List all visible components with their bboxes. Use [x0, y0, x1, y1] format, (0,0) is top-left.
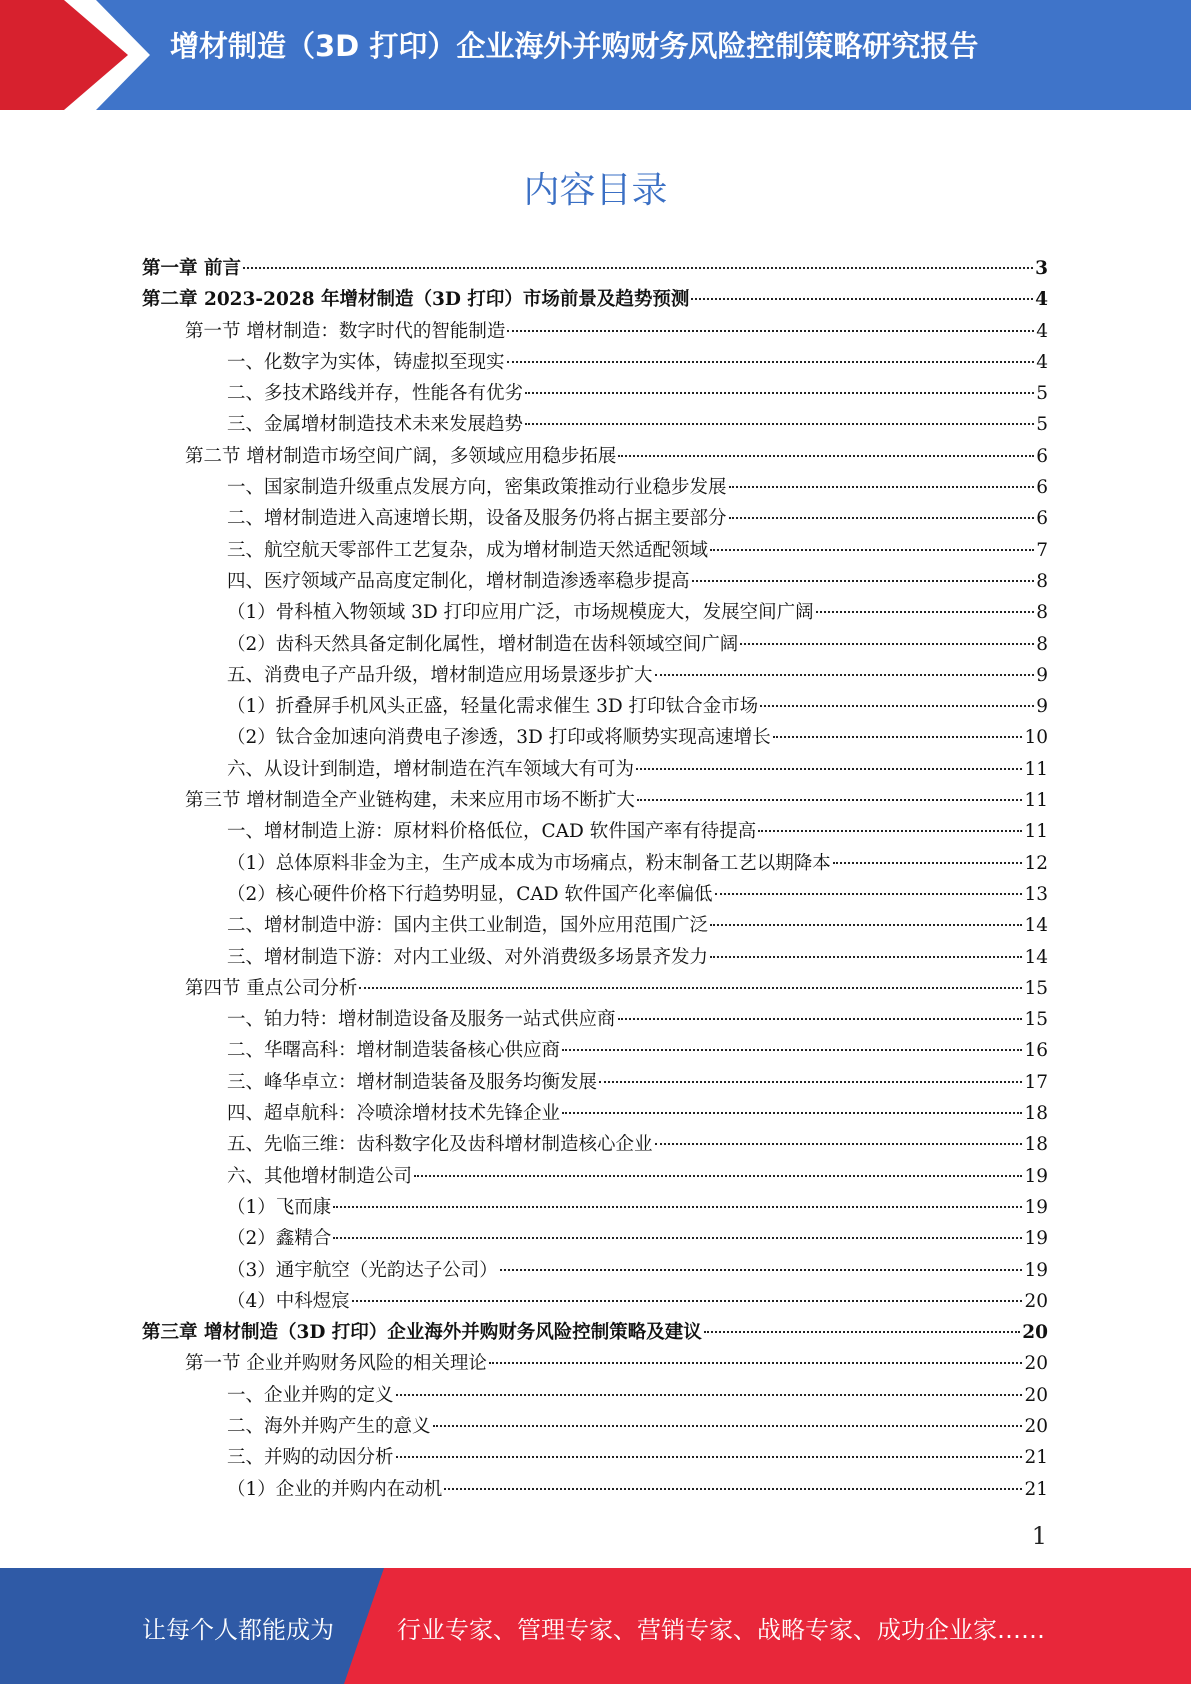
toc-entry[interactable] — [142, 597, 1048, 628]
toc-entry-page: 9 — [1036, 664, 1048, 686]
toc-dot-leader — [414, 1175, 1022, 1177]
toc-entry[interactable] — [142, 848, 1048, 879]
toc-dot-leader — [729, 517, 1035, 519]
toc-dot-leader — [710, 549, 1034, 551]
toc-entry[interactable] — [142, 503, 1048, 534]
toc-entry-page: 12 — [1024, 852, 1048, 874]
toc-dot-leader — [359, 987, 1022, 989]
toc-entry[interactable] — [142, 316, 1048, 347]
toc-entry-page: 16 — [1024, 1040, 1048, 1062]
toc-entry-page: 8 — [1036, 602, 1048, 624]
toc-entry-title: 四、超卓航科：冷喷涂增材技术先锋企业 — [227, 1103, 561, 1125]
toc-entry-page: 8 — [1036, 570, 1048, 592]
toc-entry[interactable] — [142, 1129, 1048, 1160]
toc-entry-title: 第一节 增材制造：数字时代的智能制造 — [185, 320, 506, 342]
toc-heading: 内容目录 — [523, 170, 668, 211]
toc-dot-leader — [758, 830, 1022, 832]
footer-slogan-right: 行业专家、管理专家、营销专家、战略专家、成功企业家…… — [397, 1616, 1045, 1644]
toc-dot-leader — [833, 862, 1023, 864]
toc-dot-leader — [760, 705, 1034, 707]
toc-entry-title: （3）通宇航空（光韵达子公司） — [227, 1259, 498, 1281]
toc-entry[interactable] — [142, 347, 1048, 378]
toc-entry[interactable] — [142, 1348, 1048, 1379]
toc-entry-title: 二、海外并购产生的意义 — [227, 1415, 431, 1437]
toc-entry-title: 二、增材制造进入高速增长期，设备及服务仍将占据主要部分 — [227, 508, 727, 530]
toc-entry[interactable] — [142, 472, 1048, 503]
toc-entry-page: 20 — [1022, 1322, 1048, 1344]
toc-entry-page: 18 — [1024, 1103, 1048, 1125]
toc-entry-title: （2）齿科天然具备定制化属性，增材制造在齿科领域空间广阔 — [227, 633, 739, 655]
toc-entry-title: （1）总体原料非金为主，生产成本成为市场痛点，粉末制备工艺以期降本 — [227, 852, 831, 874]
toc-entry[interactable] — [142, 722, 1048, 753]
toc-dot-leader — [710, 924, 1022, 926]
toc-entry-page: 4 — [1036, 351, 1048, 373]
toc-entry[interactable] — [142, 1317, 1048, 1348]
toc-entry[interactable] — [142, 1474, 1048, 1505]
toc-dot-leader — [655, 1143, 1023, 1145]
toc-entry[interactable] — [142, 660, 1048, 691]
toc-entry-title: 一、增材制造上游：原材料价格低位，CAD 软件国产率有待提高 — [227, 821, 757, 843]
toc-entry[interactable] — [142, 879, 1048, 910]
toc-dot-leader — [333, 1237, 1022, 1239]
toc-entry-title: 六、从设计到制造，增材制造在汽车领域大有可为 — [227, 758, 635, 780]
toc-entry-page: 7 — [1036, 539, 1048, 561]
toc-entry[interactable] — [142, 253, 1048, 284]
toc-entry-page: 6 — [1036, 508, 1048, 530]
toc-entry[interactable] — [142, 1004, 1048, 1035]
toc-entry-page: 20 — [1024, 1384, 1048, 1406]
page-number: 1 — [1031, 1522, 1047, 1550]
report-title: 增材制造（3D 打印）企业海外并购财务风险控制策略研究报告 — [170, 29, 979, 63]
toc-entry-page: 10 — [1024, 727, 1048, 749]
toc-entry[interactable] — [142, 942, 1048, 973]
toc-entry-title: 二、华曙高科：增材制造装备核心供应商 — [227, 1040, 561, 1062]
toc-entry-page: 11 — [1024, 790, 1048, 812]
toc-entry-title: （1）骨科植入物领域 3D 打印应用广泛，市场规模庞大，发展空间广阔 — [227, 602, 814, 624]
toc-dot-leader — [773, 736, 1023, 738]
toc-dot-leader — [599, 1081, 1022, 1083]
toc-entry-title: 第二章 2023-2028 年增材制造（3D 打印）市场前景及趋势预测 — [142, 289, 690, 311]
toc-entry-page: 13 — [1024, 883, 1048, 905]
toc-dot-leader — [500, 1269, 1023, 1271]
toc-entry-page: 19 — [1024, 1228, 1048, 1250]
toc-entry-page: 19 — [1024, 1165, 1048, 1187]
table-of-contents — [142, 253, 1048, 1505]
toc-entry-page: 9 — [1036, 696, 1048, 718]
toc-entry-title: （2）鑫精合 — [227, 1228, 332, 1250]
toc-entry[interactable] — [142, 1223, 1048, 1254]
toc-dot-leader — [352, 1300, 1023, 1302]
toc-entry-page: 20 — [1024, 1415, 1048, 1437]
toc-dot-leader — [525, 423, 1034, 425]
toc-entry-title: （2）核心硬件价格下行趋势明显，CAD 软件国产化率偏低 — [227, 883, 713, 905]
toc-dot-leader — [507, 361, 1035, 363]
toc-entry[interactable] — [142, 1161, 1048, 1192]
toc-entry[interactable] — [142, 1098, 1048, 1129]
toc-dot-leader — [636, 768, 1022, 770]
toc-entry-title: 第三章 增材制造（3D 打印）企业海外并购财务风险控制策略及建议 — [142, 1322, 702, 1344]
toc-dot-leader — [715, 893, 1023, 895]
toc-dot-leader — [618, 1018, 1023, 1020]
toc-entry-page: 18 — [1024, 1134, 1048, 1156]
toc-entry-page: 4 — [1036, 320, 1048, 342]
toc-entry-page: 5 — [1036, 383, 1048, 405]
toc-entry-page: 21 — [1024, 1447, 1048, 1469]
toc-entry[interactable] — [142, 1442, 1048, 1473]
toc-entry-title: （4）中科煜宸 — [227, 1290, 350, 1312]
toc-entry[interactable] — [142, 785, 1048, 816]
footer-slogan-left: 让每个人都能成为 — [142, 1616, 334, 1644]
toc-entry[interactable] — [142, 1192, 1048, 1223]
toc-entry-title: 六、其他增材制造公司 — [227, 1165, 413, 1187]
toc-entry-title: 第四节 重点公司分析 — [185, 977, 358, 999]
toc-entry-title: 三、并购的动因分析 — [227, 1447, 394, 1469]
toc-dot-leader — [444, 1488, 1022, 1490]
toc-entry-title: 第一节 企业并购财务风险的相关理论 — [185, 1353, 487, 1375]
toc-entry-title: 一、企业并购的定义 — [227, 1384, 394, 1406]
toc-entry-page: 20 — [1024, 1290, 1048, 1312]
toc-entry[interactable] — [142, 1035, 1048, 1066]
toc-entry-page: 6 — [1036, 477, 1048, 499]
toc-entry[interactable] — [142, 441, 1048, 472]
toc-entry-title: （1）折叠屏手机风头正盛，轻量化需求催生 3D 打印钛合金市场 — [227, 696, 759, 718]
report-header-banner — [0, 0, 1191, 110]
toc-entry-page: 21 — [1024, 1478, 1048, 1500]
toc-entry-title: 五、先临三维：齿科数字化及齿科增材制造核心企业 — [227, 1134, 653, 1156]
toc-entry-title: 一、国家制造升级重点发展方向，密集政策推动行业稳步发展 — [227, 477, 727, 499]
toc-entry-page: 19 — [1024, 1196, 1048, 1218]
toc-entry-title: （1）飞而康 — [227, 1196, 332, 1218]
toc-entry-title: 三、增材制造下游：对内工业级、对外消费级多场景齐发力 — [227, 946, 709, 968]
toc-entry-title: 二、多技术路线并存，性能各有优劣 — [227, 383, 524, 405]
toc-entry[interactable] — [142, 1286, 1048, 1317]
toc-entry-title: 四、医疗领域产品高度定制化，增材制造渗透率稳步提高 — [227, 570, 690, 592]
toc-entry[interactable] — [142, 816, 1048, 847]
toc-entry-page: 15 — [1024, 977, 1048, 999]
toc-dot-leader — [489, 1362, 1023, 1364]
toc-entry-page: 3 — [1035, 258, 1048, 279]
toc-entry-title: 三、金属增材制造技术未来发展趋势 — [227, 414, 524, 436]
toc-entry[interactable] — [142, 1067, 1048, 1098]
toc-entry-page: 15 — [1024, 1009, 1048, 1031]
toc-dot-leader — [729, 486, 1035, 488]
toc-entry-title: 一、化数字为实体，铸虚拟至现实 — [227, 351, 505, 373]
toc-entry-page: 19 — [1024, 1259, 1048, 1281]
toc-entry[interactable] — [142, 691, 1048, 722]
toc-entry[interactable] — [142, 910, 1048, 941]
toc-entry-title: 二、增材制造中游：国内主供工业制造，国外应用范围广泛 — [227, 915, 709, 937]
toc-entry-page: 14 — [1024, 915, 1048, 937]
toc-entry-page: 8 — [1036, 633, 1048, 655]
toc-dot-leader — [396, 1456, 1023, 1458]
toc-dot-leader — [740, 643, 1034, 645]
toc-dot-leader — [507, 330, 1034, 332]
toc-entry-title: 三、航空航天零部件工艺复杂，成为增材制造天然适配领域 — [227, 539, 709, 561]
toc-dot-leader — [655, 674, 1035, 676]
toc-entry-page: 17 — [1024, 1071, 1048, 1093]
toc-entry[interactable] — [142, 566, 1048, 597]
toc-entry[interactable] — [142, 1411, 1048, 1442]
toc-dot-leader — [333, 1206, 1022, 1208]
toc-entry[interactable] — [142, 629, 1048, 660]
toc-entry-title: 一、铂力特：增材制造设备及服务一站式供应商 — [227, 1009, 616, 1031]
toc-entry-title: 第二节 增材制造市场空间广阔，多领域应用稳步拓展 — [185, 445, 617, 467]
toc-entry-title: 五、消费电子产品升级，增材制造应用场景逐步扩大 — [227, 664, 653, 686]
toc-entry-page: 5 — [1036, 414, 1048, 436]
toc-entry[interactable] — [142, 284, 1048, 315]
toc-entry-page: 20 — [1024, 1353, 1048, 1375]
toc-dot-leader — [637, 799, 1023, 801]
toc-dot-leader — [692, 580, 1035, 582]
toc-entry[interactable] — [142, 1380, 1048, 1411]
toc-entry-page: 6 — [1036, 445, 1048, 467]
report-footer-banner — [0, 1568, 1191, 1684]
toc-entry[interactable] — [142, 754, 1048, 785]
toc-dot-leader — [618, 455, 1034, 457]
toc-entry[interactable] — [142, 973, 1048, 1004]
toc-entry-page: 4 — [1035, 289, 1048, 311]
toc-dot-leader — [704, 1331, 1020, 1333]
toc-dot-leader — [525, 392, 1034, 394]
toc-dot-leader — [433, 1425, 1023, 1427]
toc-dot-leader — [562, 1049, 1022, 1051]
toc-entry-title: （1）企业的并购内在动机 — [227, 1478, 443, 1500]
toc-entry[interactable] — [142, 1255, 1048, 1286]
toc-dot-leader — [396, 1394, 1023, 1396]
toc-entry-title: 第三节 增材制造全产业链构建，未来应用市场不断扩大 — [185, 790, 635, 812]
toc-entry-title: 三、峰华卓立：增材制造装备及服务均衡发展 — [227, 1071, 598, 1093]
toc-dot-leader — [816, 611, 1035, 613]
toc-entry-title: （2）钛合金加速向消费电子渗透，3D 打印或将顺势实现高速增长 — [227, 727, 771, 749]
toc-entry-title: 第一章 前言 — [142, 258, 241, 279]
toc-entry[interactable] — [142, 378, 1048, 409]
toc-entry-page: 14 — [1024, 946, 1048, 968]
toc-dot-leader — [243, 267, 1033, 269]
toc-entry-page: 11 — [1024, 758, 1048, 780]
toc-entry[interactable] — [142, 409, 1048, 440]
toc-entry-page: 11 — [1024, 821, 1048, 843]
toc-dot-leader — [710, 956, 1022, 958]
toc-entry[interactable] — [142, 535, 1048, 566]
toc-dot-leader — [562, 1112, 1022, 1114]
toc-dot-leader — [691, 298, 1033, 300]
